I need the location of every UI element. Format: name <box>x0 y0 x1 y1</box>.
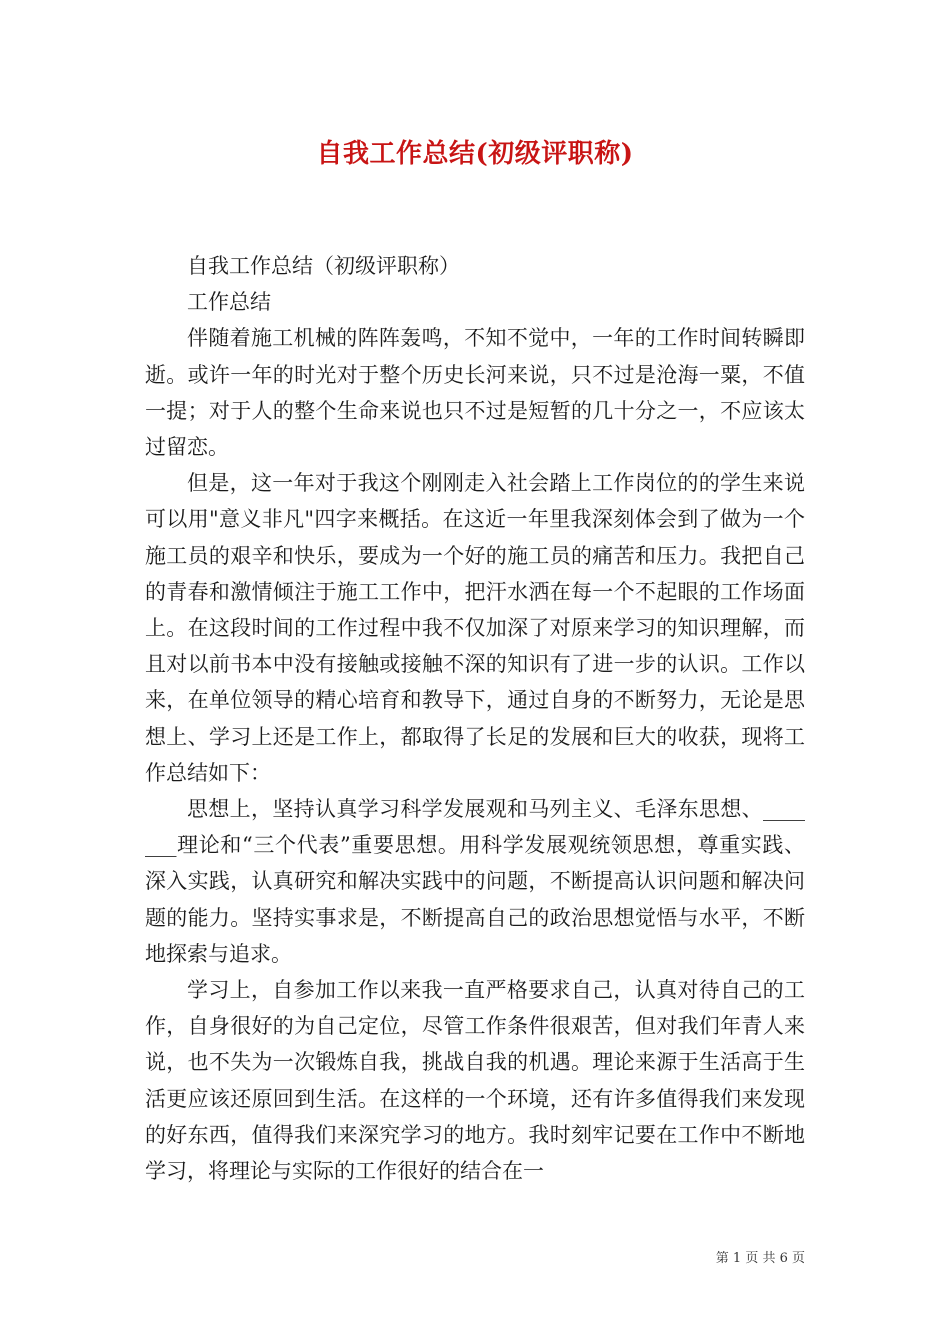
paragraph-heading: 工作总结 <box>187 290 271 315</box>
paragraph-significance: 但是，这一年对于我这个刚刚走入社会踏上工作岗位的的学生来说可以用"意义非凡"四字来概括。在这近一年里我深刻体会到了做为一个施工员的艰辛和快乐，要成为一个好的施工员的痛苦和压力。我把自己的青春和激情倾注于施工工作中，把汗水洒在每一个不起眼的工作场面上。在这段时间的工作过程中我不仅加深了对原来学习的知识理解，而且对以前书本中没有接触或接触不深的知识有了进一步的认识。工作以来，在单位领导的精心培育和教导下，通过自身的不断努力，无论是思想上、学习上还是工作上，都取得了长足的发展和巨大的收获，现将工作总结如下： <box>145 471 805 785</box>
document-body <box>145 248 805 1189</box>
paragraph-study: 学习上，自参加工作以来我一直严格要求自己，认真对待自己的工作，自身很好的为自己定位，尽管工作条件很艰苦，但对我们年青人来说，也不失为一次锻炼自我，挑战自我的机遇。理论来源于生活高于生活更应该还原回到生活。在这样的一个环境，还有许多值得我们来发现的好东西，值得我们来深究学习的地方。我时刻牢记要在工作中不断地学习，将理论与实际的工作很好的结合在一 <box>145 978 805 1184</box>
paragraph-intro: 伴随着施工机械的阵阵轰鸣，不知不觉中，一年的工作时间转瞬即逝。或许一年的时光对于整个历史长河来说，只不过是沧海一粟，不值一提；对于人的整个生命来说也只不过是短暂的几十分之一，不应该太过留恋。 <box>145 326 805 460</box>
page-number: 第 1 页 共 6 页 <box>715 1251 805 1266</box>
page-title: 自我工作总结(初级评职称) <box>316 139 634 169</box>
paragraph-subtitle: 自我工作总结（初级评职称） <box>187 254 460 278</box>
paragraph-ideology: 思想上，坚持认真学习科学发展观和马列主义、毛泽东思想、_______理论和“三个代表”重要思想。用科学发展观统领思想，尊重实践、深入实践，认真研究和解决实践中的问题，不断提高认识问题和解决问题的能力。坚持实事求是，不断提高自己的政治思想觉悟与水平，不断地探索与追求。 <box>145 797 805 966</box>
